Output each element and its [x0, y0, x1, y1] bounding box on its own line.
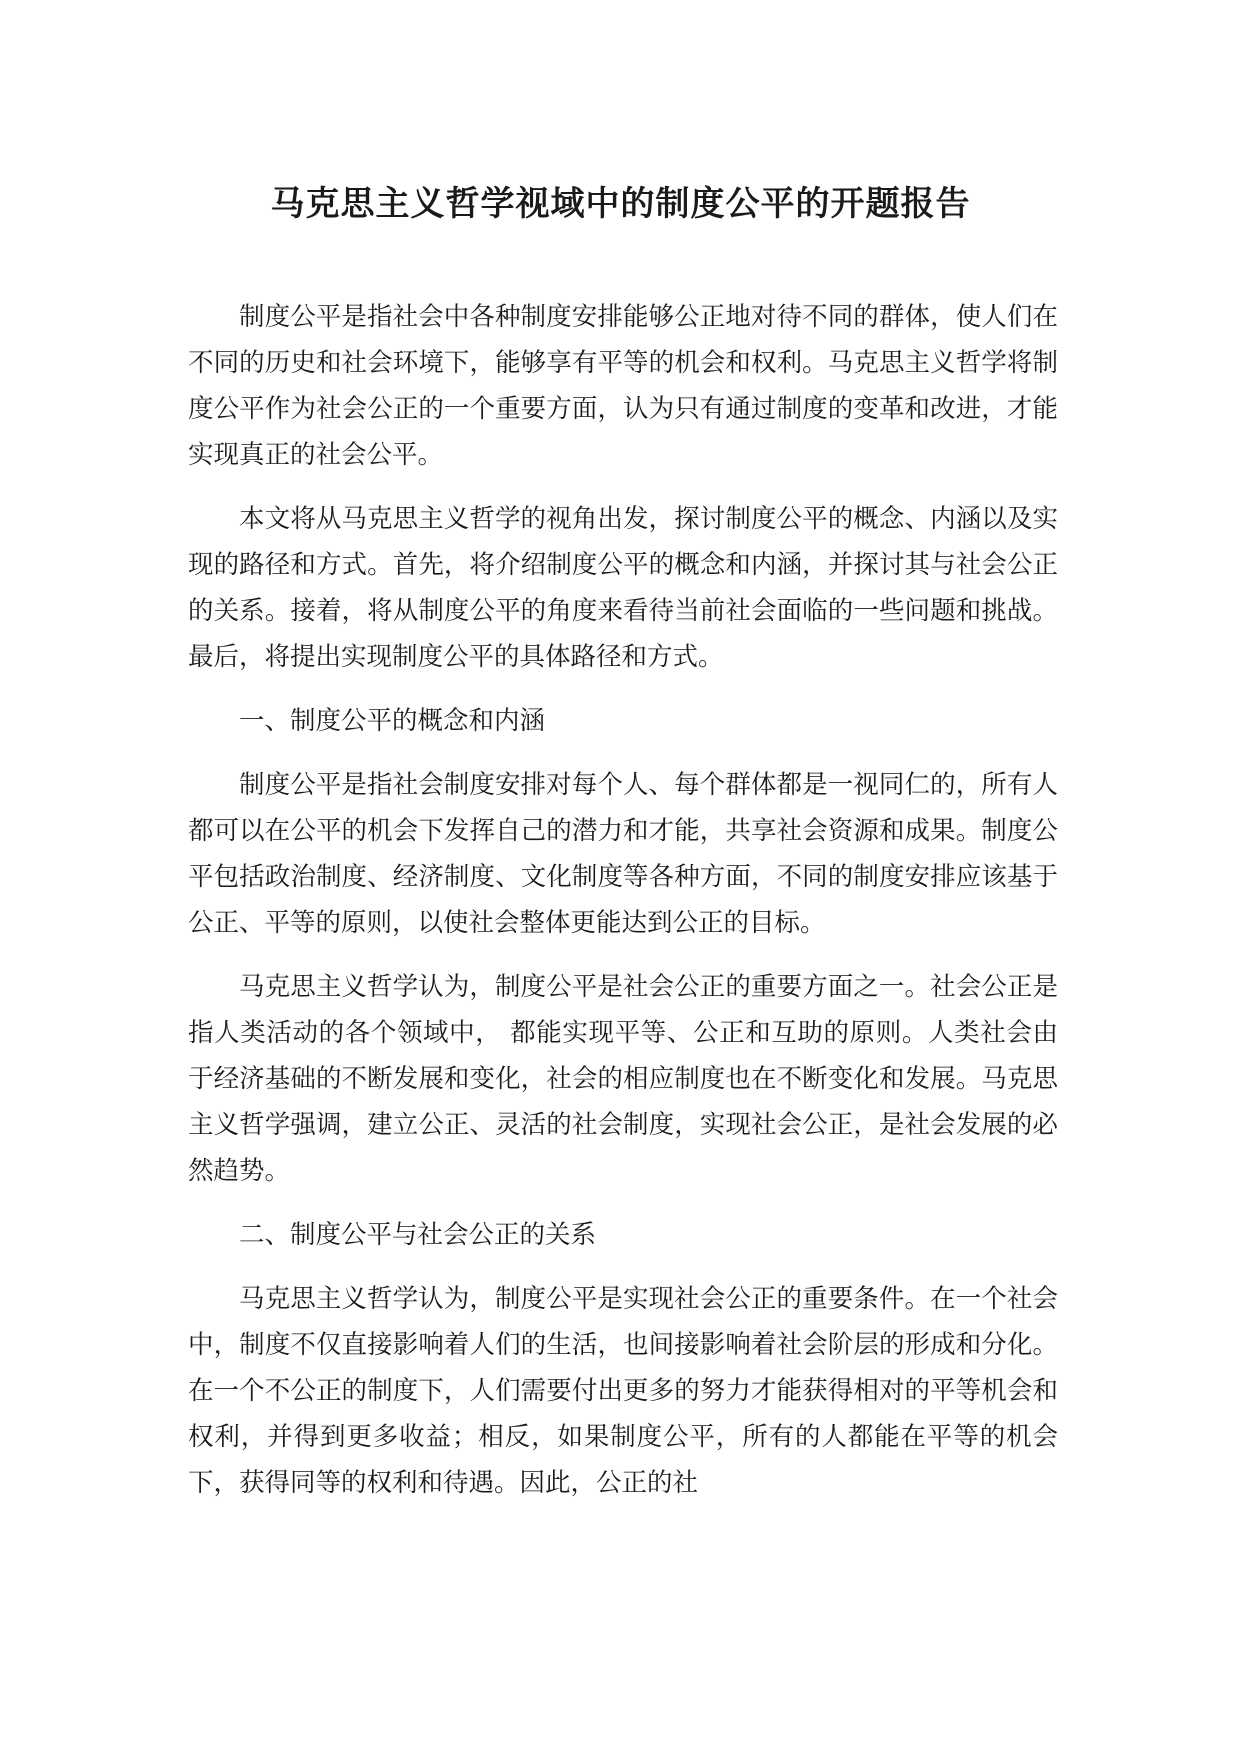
document-title: 马克思主义哲学视域中的制度公平的开题报告: [270, 184, 971, 224]
paragraph-marxist-view: 马克思主义哲学认为，制度公平是社会公正的重要方面之一。社会公正是指人类活动的各个领域中， 都能实现平等、公正和互助的原则。人类社会由于经济基础的不断发展和变化，社会的相应制度也在不断变化和发展。马克思主义哲学强调，建立公正、灵活的社会制度，实现社会公正，是社会发展的必然趋势。: [188, 972, 1058, 1186]
section-heading-1: 一、制度公平的概念和内涵: [239, 706, 546, 736]
section-heading-2: 二、制度公平与社会公正的关系: [239, 1220, 597, 1250]
paragraph-intro: 制度公平是指社会中各种制度安排能够公正地对待不同的群体，使人们在不同的历史和社会环境下，能够享有平等的机会和权利。马克思主义哲学将制度公平作为社会公正的一个重要方面，认为只有通过制度的变革和改进，才能实现真正的社会公平。: [188, 302, 1058, 470]
paragraph-outline: 本文将从马克思主义哲学的视角出发，探讨制度公平的概念、内涵以及实现的路径和方式。首先，将介绍制度公平的概念和内涵，并探讨其与社会公正的关系。接着，将从制度公平的角度来看待当前社会面临的一些问题和挑战。最后，将提出实现制度公平的具体路径和方式。: [188, 504, 1058, 672]
paragraph-relation: 马克思主义哲学认为，制度公平是实现社会公正的重要条件。在一个社会中，制度不仅直接影响着人们的生活，也间接影响着社会阶层的形成和分化。在一个不公正的制度下，人们需要付出更多的努力才能获得相对的平等机会和权利，并得到更多收益；相反，如果制度公平，所有的人都能在平等的机会下，获得同等的权利和待遇。因此，公正的社: [188, 1284, 1058, 1498]
paragraph-concept: 制度公平是指社会制度安排对每个人、每个群体都是一视同仁的，所有人都可以在公平的机会下发挥自己的潜力和才能，共享社会资源和成果。制度公平包括政治制度、经济制度、文化制度等各种方面，不同的制度安排应该基于公正、平等的原则，以使社会整体更能达到公正的目标。: [188, 770, 1058, 938]
document-body: [188, 294, 1058, 1524]
